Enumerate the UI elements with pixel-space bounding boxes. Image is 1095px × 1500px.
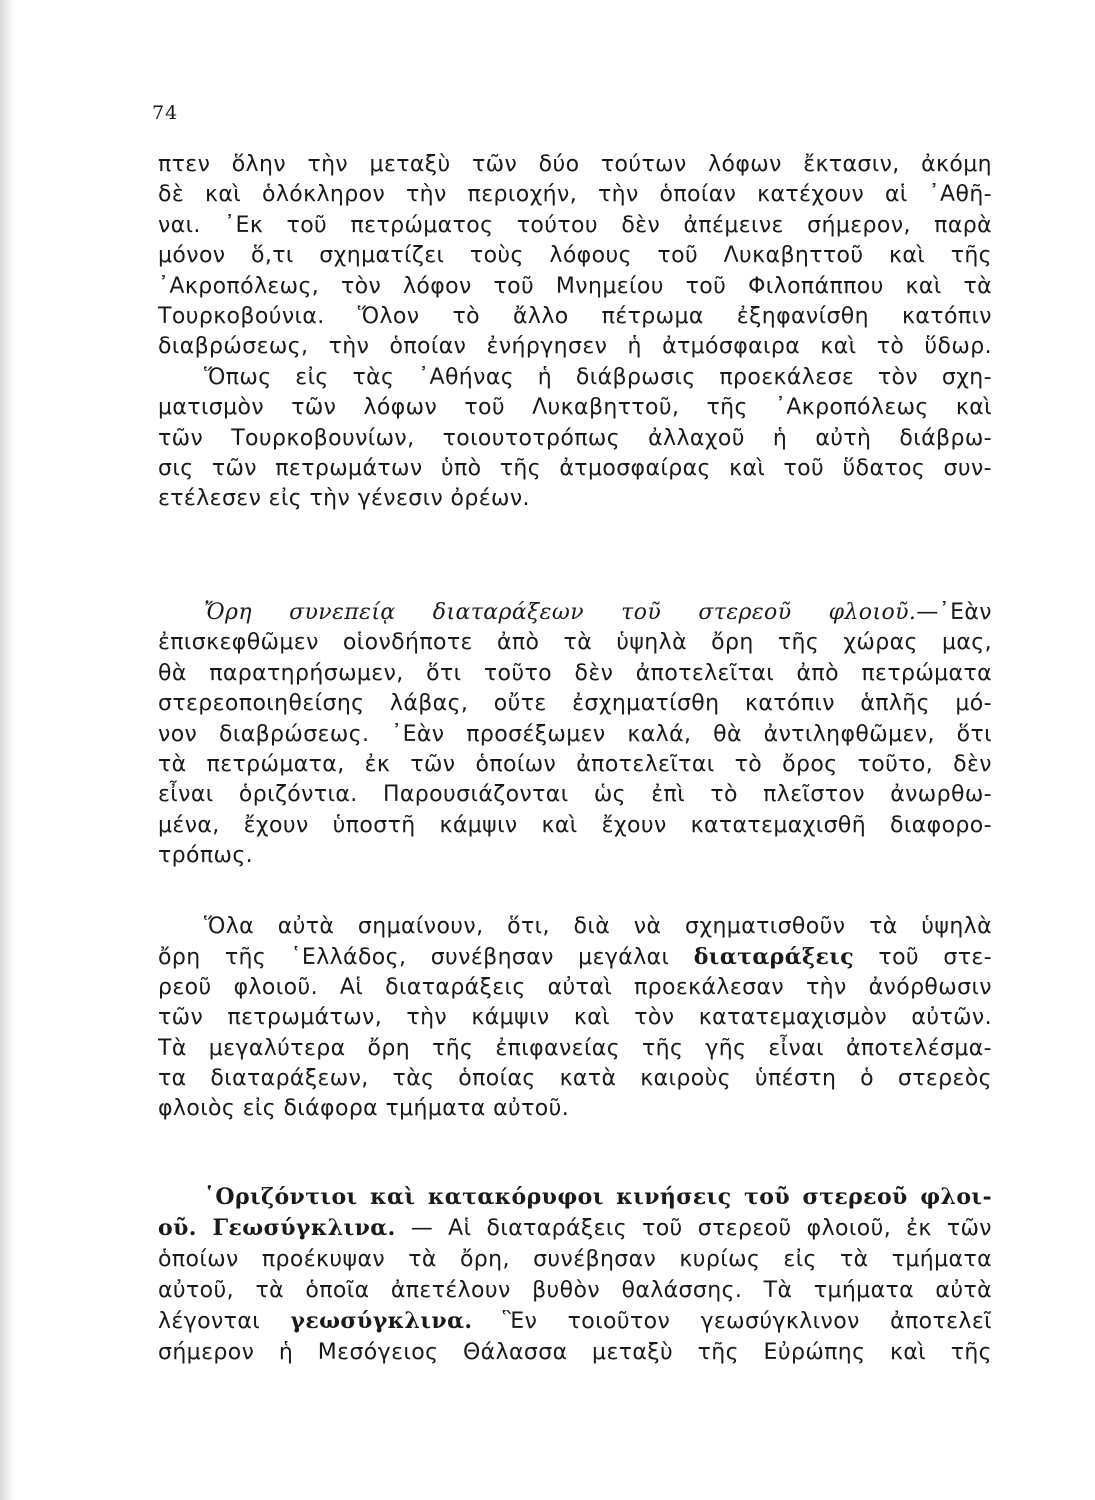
text-line: στερεοποιηθείσης λάβας, οὔτε ἐσχηματίσθη κατόπιν ἁπλῆς μό- — [158, 691, 992, 717]
text-line: τὰ πετρώματα, ἐκ τῶν ὁποίων ἀποτελεῖται τὸ ὄρος τοῦτο, δὲν — [158, 751, 992, 777]
page-number: 74 — [152, 102, 179, 124]
text-line: ᾿Ακροπόλεως, τὸν λόφον τοῦ Μνημείου τοῦ Φιλοπάππου καὶ τὰ — [158, 273, 992, 299]
bold-term: διαταράξεις — [693, 944, 855, 971]
text-line: ὁποίων προέκυψαν τὰ ὄρη, συνέβησαν κυρίως εἰς τὰ τμήματα — [158, 1247, 992, 1272]
text-line: τρόπως. — [158, 843, 254, 869]
paragraph-2 — [158, 598, 992, 872]
text-line: πτεν ὅλην τὴν μεταξὺ τῶν δύο τούτων λόφων ἔκτασιν, ἀκόμη — [158, 152, 992, 177]
text-line: ματισμὸν τῶν λόφων τοῦ Λυκαβηττοῦ, τῆς ᾿Ακροπόλεως καὶ — [158, 395, 992, 421]
scan-edge-shadow — [0, 0, 14, 1500]
text-line: φλοιὸς εἰς διάφορα τμήματα αὐτοῦ. — [158, 1096, 570, 1122]
section-heading-line — [158, 598, 992, 628]
text-line — [158, 1213, 992, 1244]
text-line — [158, 942, 992, 972]
text-line: Τουρκοβούνια. Ὅλον τὸ ἄλλο πέτρωμα ἐξηφανίσθη κατόπιν — [158, 303, 992, 329]
text-fragment: λέγονται — [158, 1309, 261, 1334]
text-line: σις τῶν πετρωμάτων ὑπὸ τῆς ἀτμοσφαίρας καὶ τοῦ ὕδατος συν- — [158, 455, 992, 481]
paragraph-4 — [158, 1182, 992, 1368]
text-line: Τὰ μεγαλύτερα ὄρη τῆς ἐπιφανείας τῆς γῆς εἶναι ἀποτελέσμα- — [158, 1035, 992, 1061]
paragraph-1 — [158, 150, 992, 515]
text-line: τα διαταράξεων, τὰς ὁποίας κατὰ καιροὺς ὑπέστη ὁ στερεὸς — [158, 1065, 992, 1091]
text-line: ἐπισκεφθῶμεν οἱονδήποτε ἀπὸ τὰ ὑψηλὰ ὄρη τῆς χώρας μας, — [158, 630, 992, 656]
text-line: τῶν Τουρκοβουνίων, τοιουτοτρόπως ἀλλαχοῦ ἡ αὐτὴ διάβρω- — [158, 425, 992, 451]
text-line: Ὅπως εἰς τὰς ᾿Αθήνας ἡ διάβρωσις προεκάλεσε τὸν σχη- — [204, 364, 992, 390]
text-line: ρεοῦ φλοιοῦ. Αἱ διαταράξεις αὐταὶ προεκάλεσαν τὴν ἀνόρθωσιν — [158, 974, 992, 1000]
text-line: Ὅλα αὐτὰ σημαίνουν, ὅτι, διὰ νὰ σχηματισθοῦν τὰ ὑψηλὰ — [204, 914, 992, 939]
paragraph-3 — [158, 912, 992, 1125]
section-heading-end: οῦ. Γεωσύγκλινα. — [158, 1215, 396, 1241]
text-line: τῶν πετρωμάτων, τὴν κάμψιν καὶ τὸν κατατεμαχισμὸν αὐτῶν. — [158, 1005, 992, 1031]
text-line: αὐτοῦ, τὰ ὁποῖα ἀπετέλουν βυθὸν θαλάσσης. Τὰ τμήματα αὐτὰ — [158, 1278, 992, 1303]
text-line: μόνον ὅ,τι σχηματίζει τοὺς λόφους τοῦ Λυκαβηττοῦ καὶ τῆς — [158, 243, 992, 269]
text-line: εἶναι ὁριζόντια. Παρουσιάζονται ὡς ἐπὶ τὸ πλεῖστον ἀνωρθω- — [158, 782, 992, 808]
text-fragment: τοῦ στε- — [878, 945, 992, 971]
text-line: νον διαβρώσεως. ᾿Εὰν προσέξωμεν καλά, θὰ ἀντιληφθῶμεν, ὅτι — [158, 721, 992, 747]
text-line: ναι. ᾿Εκ τοῦ πετρώματος τούτου δὲν ἀπέμεινε σήμερον, παρὰ — [158, 212, 992, 238]
text-fragment: — Αἱ διαταράξεις τοῦ στερεοῦ φλοιοῦ, ἐκ τῶν — [410, 1216, 992, 1241]
section-heading: ῾Οριζόντιοι καὶ κατακόρυφοι κινήσεις τοῦ στερεοῦ φλοι- — [204, 1184, 992, 1210]
text-line: σήμερον ἡ Μεσόγειος Θάλασσα μεταξὺ τῆς Εὐρώπης καὶ τῆς — [158, 1340, 992, 1365]
section-heading: Ὄρη συνεπείᾳ διαταράξεων τοῦ στερεοῦ φλοιοῦ. — [204, 600, 917, 625]
text-line: θὰ παρατηρήσωμεν, ὅτι τοῦτο δὲν ἀποτελεῖται ἀπὸ πετρώματα — [158, 660, 992, 686]
bold-term: γεωσύγκλινα. — [290, 1308, 473, 1334]
text-line: δὲ καὶ ὁλόκληρον τὴν περιοχήν, τὴν ὁποίαν κατέχουν αἱ ᾿Αθῆ- — [158, 182, 992, 208]
text-line: διαβρώσεως, τὴν ὁποίαν ἐνήργησεν ἡ ἀτμόσφαιρα καὶ τὸ ὕδωρ. — [158, 334, 992, 360]
text-line — [158, 1306, 992, 1337]
text-line: ετέλεσεν εἰς τὴν γένεσιν ὀρέων. — [158, 486, 530, 512]
text-line: μένα, ἔχουν ὑποστῆ κάμψιν καὶ ἔχουν κατατεμαχισθῆ διαφορο- — [158, 812, 992, 838]
heading-tail: —᾿Εὰν — [916, 600, 992, 625]
text-fragment: ὄρη τῆς ῾Ελλάδος, συνέβησαν μεγάλαι — [158, 945, 670, 971]
text-fragment: Ἓν τοιοῦτον γεωσύγκλινον ἀποτελεῖ — [502, 1309, 992, 1334]
